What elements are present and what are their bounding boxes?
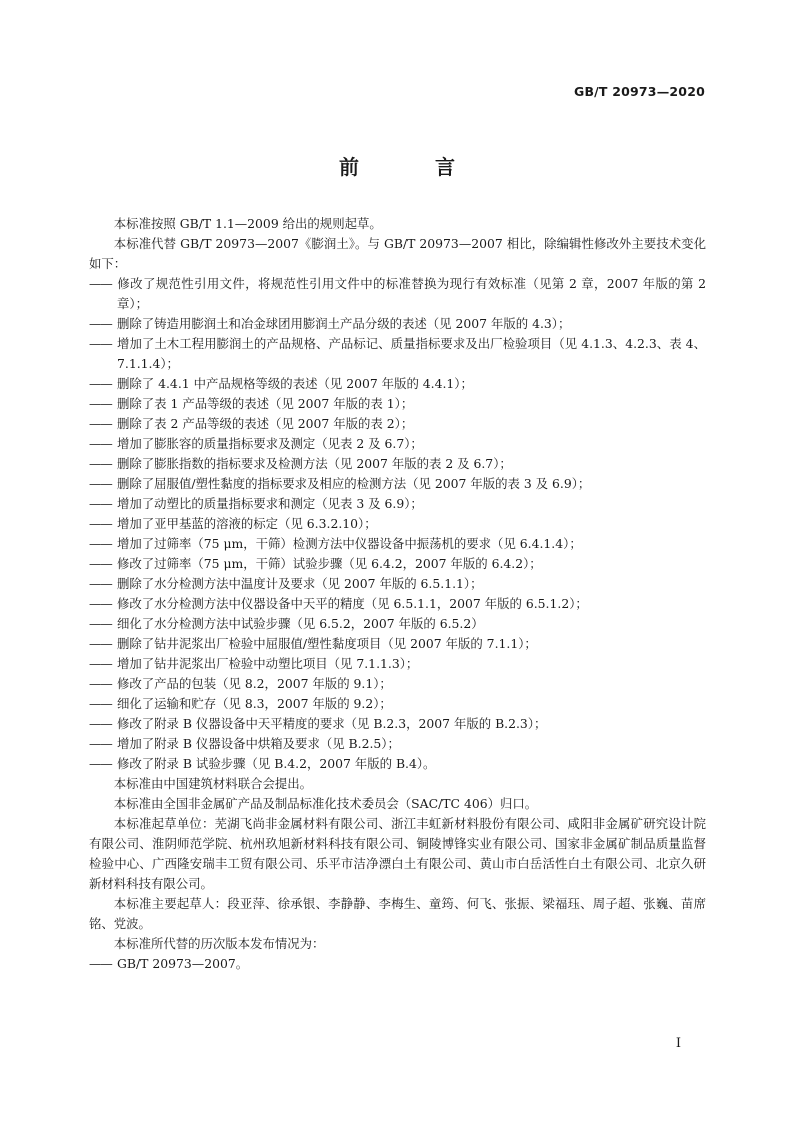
change-item [89,614,706,634]
list-dash: —— [89,456,112,471]
list-dash: —— [89,696,112,711]
change-item [89,514,706,534]
list-dash: —— [89,956,112,971]
history-item [89,954,706,974]
paragraph: 本标准主要起草人：段亚萍、徐承银、李静静、李梅生、童筠、何飞、张振、梁福珏、周子超、张巍、苗席铭、党波。 [89,896,706,931]
change-item [89,474,706,494]
change-item [89,554,706,574]
list-dash: —— [89,736,112,751]
list-item-text: 删除了屈服值/塑性黏度的指标要求及相应的检测方法（见 2007 年版的表 3 及 6.9）； [117,476,591,491]
change-item [89,414,706,434]
list-item-text: 增加了附录 B 仪器设备中烘箱及要求（见 B.2.5）； [117,736,400,751]
list-dash: —— [89,676,112,691]
change-item [89,694,706,714]
document-body [89,214,706,974]
list-dash: —— [89,496,112,511]
list-item-text: 修改了附录 B 试验步骤（见 B.4.2，2007 年版的 B.4）。 [117,756,436,771]
change-item [89,574,706,594]
history-list [89,954,706,974]
list-dash: —— [89,596,112,611]
change-item [89,754,706,774]
change-item [89,274,706,314]
list-dash: —— [89,316,112,331]
list-item-text: 删除了铸造用膨润土和冶金球团用膨润土产品分级的表述（见 2007 年版的 4.3）； [117,316,571,331]
list-item-text: 增加了亚甲基蓝的溶液的标定（见 6.3.2.10）； [117,516,377,531]
list-item-text: 细化了水分检测方法中试验步骤（见 6.5.2，2007 年版的 6.5.2） [117,616,484,631]
change-item [89,634,706,654]
list-dash: —— [89,336,112,351]
list-item-text: 细化了运输和贮存（见 8.3，2007 年版的 9.2）； [117,696,392,711]
list-item-text: 增加了土木工程用膨润土的产品规格、产品标记、质量指标要求及出厂检验项目（见 4.1.3、4.2.3、表 4、7.1.1.4）； [117,336,706,371]
change-item [89,534,706,554]
list-dash: —— [89,376,112,391]
change-item [89,314,706,334]
list-item-text: 修改了水分检测方法中仪器设备中天平的精度（见 6.5.1.1，2007 年版的 6.5.1.2）； [117,596,588,611]
change-item [89,734,706,754]
page-number: I [675,1036,681,1051]
paragraph: 本标准代替 GB/T 20973—2007《膨润土》。与 GB/T 20973—2007 相比，除编辑性修改外主要技术变化如下： [89,236,706,271]
paragraph: 本标准按照 GB/T 1.1—2009 给出的规则起草。 [113,216,382,231]
paragraph: 本标准由中国建筑材料联合会提出。 [113,776,313,791]
list-item-text: 增加了过筛率（75 μm，干筛）检测方法中仪器设备中振荡机的要求（见 6.4.1.4）； [117,536,582,551]
list-item-text: 删除了水分检测方法中温度计及要求（见 2007 年版的 6.5.1.1）； [117,576,483,591]
list-item-text: 删除了表 2 产品等级的表述（见 2007 年版的表 2）； [117,416,414,431]
change-item [89,594,706,614]
list-dash: —— [89,536,112,551]
list-dash: —— [89,576,112,591]
list-dash: —— [89,636,112,651]
list-item-text: 修改了产品的包装（见 8.2，2007 年版的 9.1）； [117,676,392,691]
list-dash: —— [89,276,112,291]
list-item-text: 删除了表 1 产品等级的表述（见 2007 年版的表 1）； [117,396,414,411]
list-item-text: GB/T 20973—2007。 [117,956,249,971]
list-dash: —— [89,396,112,411]
list-item-text: 修改了规范性引用文件，将规范性引用文件中的标准替换为现行有效标准（见第 2 章，2007 年版的第 2 章）； [117,276,706,311]
standard-code: GB/T 20973—2020 [573,84,705,99]
list-dash: —— [89,616,112,631]
change-item [89,454,706,474]
paragraph: 本标准起草单位：芜湖飞尚非金属材料有限公司、浙江丰虹新材料股份有限公司、咸阳非金属矿研究设计院有限公司、淮阴师范学院、杭州玖旭新材料科技有限公司、铜陵博锋实业有限公司、国家非金属矿制品质量监督检验中心、广西隆安瑞丰工贸有限公司、乐平市洁净漂白土有限公司、黄山市白岳活性白土有限公司、北京久研新材料科技有限公司。 [89,816,706,891]
list-dash: —— [89,756,112,771]
paragraph: 本标准所代替的历次版本发布情况为： [113,936,325,951]
list-dash: —— [89,516,112,531]
list-dash: —— [89,556,112,571]
list-dash: —— [89,656,112,671]
list-item-text: 修改了过筛率（75 μm，干筛）试验步骤（见 6.4.2，2007 年版的 6.4.2）； [117,556,542,571]
list-dash: —— [89,436,112,451]
list-item-text: 修改了附录 B 仪器设备中天平精度的要求（见 B.2.3，2007 年版的 B.2.3）； [117,716,547,731]
change-item [89,394,706,414]
list-item-text: 增加了膨胀容的质量指标要求及测定（见表 2 及 6.7）； [117,436,423,451]
list-item-text: 删除了钻井泥浆出厂检验中屈服值/塑性黏度项目（见 2007 年版的 7.1.1）； [117,636,537,651]
list-item-text: 增加了动塑比的质量指标要求和测定（见表 3 及 6.9）； [117,496,423,511]
change-item [89,494,706,514]
change-item [89,714,706,734]
change-item [89,374,706,394]
change-item [89,334,706,374]
change-item [89,434,706,454]
list-dash: —— [89,716,112,731]
list-item-text: 增加了钻井泥浆出厂检验中动塑比项目（见 7.1.1.3）； [117,656,419,671]
page-title: 前 言 [339,155,483,179]
change-item [89,674,706,694]
change-item [89,654,706,674]
changes-list [89,274,706,774]
list-item-text: 删除了膨胀指数的指标要求及检测方法（见 2007 年版的表 2 及 6.7）； [117,456,512,471]
list-dash: —— [89,476,112,491]
paragraph: 本标准由全国非金属矿产品及制品标准化技术委员会（SAC/TC 406）归口。 [113,796,538,811]
list-item-text: 删除了 4.4.1 中产品规格等级的表述（见 2007 年版的 4.4.1）； [117,376,473,391]
list-dash: —— [89,416,112,431]
